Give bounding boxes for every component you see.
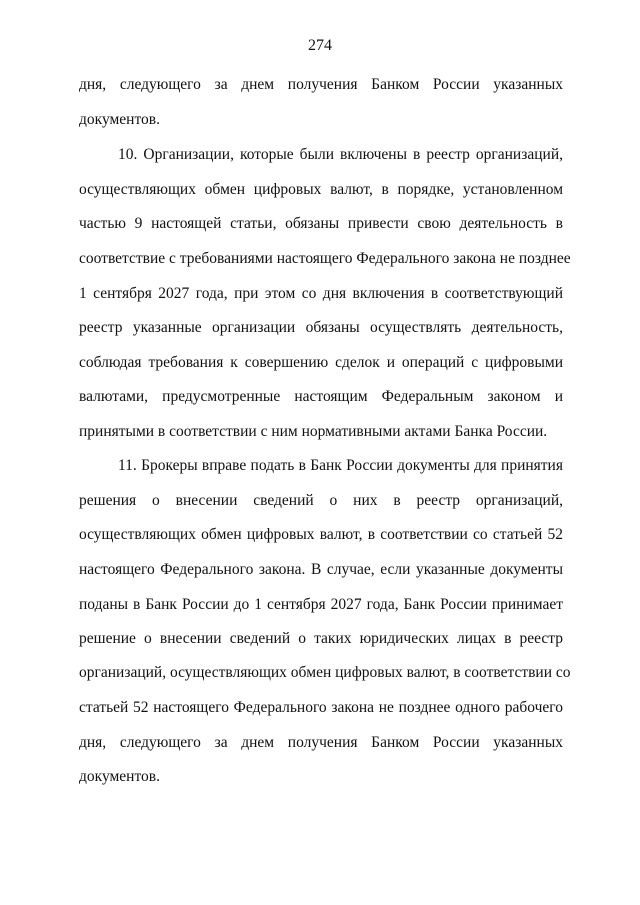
text-line: организаций, осуществляющих обмен цифровых валют, в соответствии со	[79, 664, 571, 681]
page-number: 274	[308, 37, 332, 54]
text-line: осуществляющих обмен цифровых валют, в порядке, установленном	[79, 181, 563, 198]
text-line: реестр указанные организации обязаны осуществлять деятельность,	[79, 319, 563, 336]
text-line: осуществляющих обмен цифровых валют, в соответствии со статьей 52	[79, 526, 563, 543]
text-line: частью 9 настоящей статьи, обязаны привести свою деятельность в	[79, 215, 563, 232]
paragraph-10-first-line: 10. Организации, которые были включены в реестр организаций,	[118, 146, 563, 163]
text-line: дня, следующего за днем получения Банком России указанных	[79, 734, 563, 751]
text-line: принятыми в соответствии с ним нормативными актами Банка России.	[79, 423, 548, 440]
text-line: валютами, предусмотренные настоящим Федеральным законом и	[79, 388, 563, 405]
text-line: решение о внесении сведений о таких юридических лицах в реестр	[79, 630, 563, 647]
text-line: документов.	[79, 768, 160, 785]
text-line: настоящего Федерального закона. В случае, если указанные документы	[79, 561, 563, 578]
paragraph-11-first-line: 11. Брокеры вправе подать в Банк России документы для принятия	[118, 457, 563, 474]
text-line: 1 сентября 2027 года, при этом со дня включения в соответствующий	[79, 285, 563, 302]
text-line: соответствие с требованиями настоящего Федерального закона не позднее	[79, 250, 571, 267]
text-line: статьей 52 настоящего Федерального закона не позднее одного рабочего	[79, 699, 563, 716]
text-line: дня, следующего за днем получения Банком России указанных	[79, 76, 563, 93]
text-line: поданы в Банк России до 1 сентября 2027 года, Банк России принимает	[79, 596, 563, 613]
text-line: документов.	[79, 111, 160, 128]
text-line: соблюдая требования к совершению сделок и операций с цифровыми	[79, 354, 563, 371]
text-line: решения о внесении сведений о них в реестр организаций,	[79, 492, 563, 509]
